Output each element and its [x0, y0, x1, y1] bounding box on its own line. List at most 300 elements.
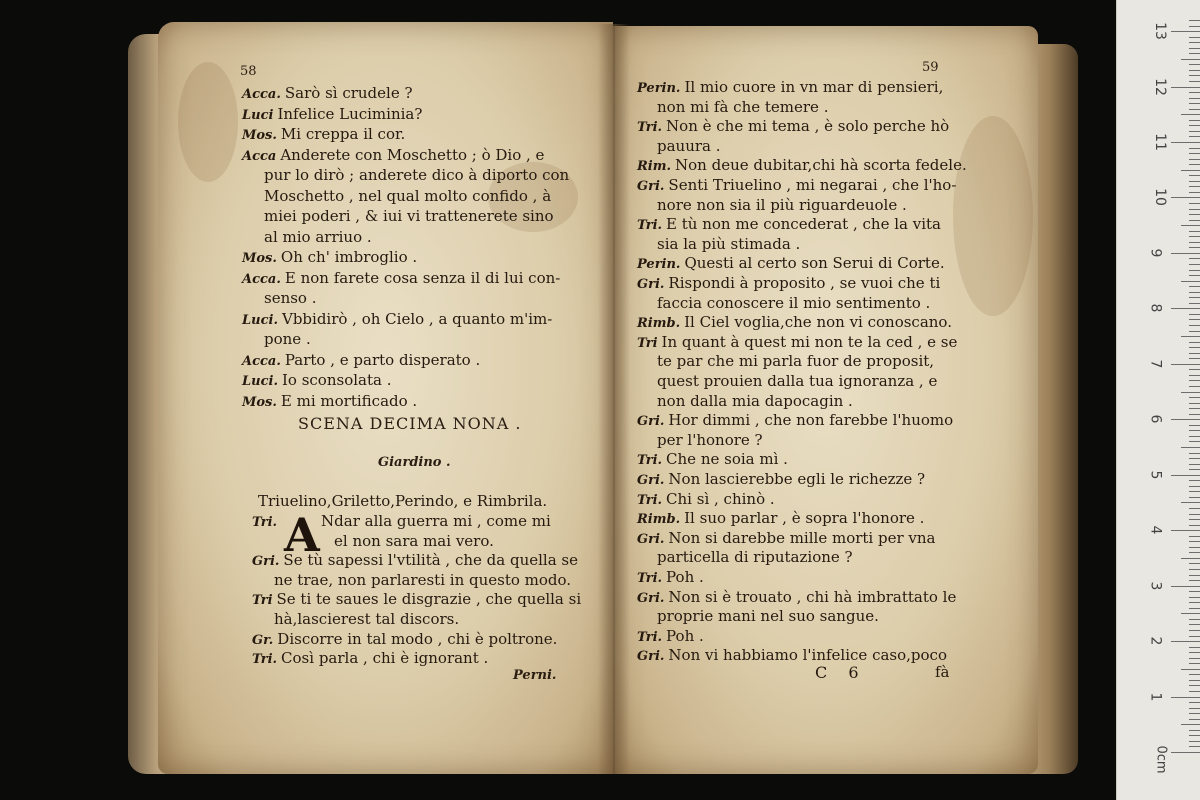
ruler-number: 13 [1151, 22, 1168, 40]
ruler-tick [1189, 663, 1200, 664]
text-line [242, 392, 417, 410]
ruler-tick [1189, 192, 1200, 193]
ruler-tick [1189, 630, 1200, 631]
speaker-label: Gri. [637, 414, 665, 430]
ruler-tick [1189, 525, 1200, 526]
ruler-tick [1189, 552, 1200, 553]
ruler-tick [1189, 275, 1200, 276]
ruler-tick [1171, 419, 1200, 420]
ruler-tick [1189, 292, 1200, 293]
ruler-tick [1189, 81, 1200, 82]
line-text: pone . [264, 330, 311, 348]
line-text: Moschetto , nel qual molto confido , à [264, 186, 552, 205]
ruler-tick [1189, 741, 1200, 742]
ruler-tick [1189, 541, 1200, 542]
ruler-tick [1189, 181, 1200, 182]
line-text: Non lascierebbe egli le richezze ? [668, 470, 926, 488]
ruler-tick [1189, 125, 1200, 126]
ruler-tick [1189, 486, 1200, 487]
ruler-tick [1189, 441, 1200, 442]
line-text: E mi mortificado . [280, 391, 418, 410]
ruler-tick [1189, 53, 1200, 54]
speaker-label: Acca. [242, 271, 281, 287]
ruler-tick [1171, 475, 1200, 476]
ruler-tick [1189, 702, 1200, 703]
ruler-tick [1189, 563, 1200, 564]
speaker-label: Luci. [242, 374, 278, 389]
ruler-tick [1189, 319, 1200, 320]
ruler-tick [1189, 480, 1200, 481]
ruler-tick [1181, 59, 1200, 60]
line-text: Che ne soia mì . [666, 450, 788, 469]
text-line [242, 310, 552, 328]
speaker-label: Gr. [252, 632, 274, 648]
ruler-tick [1171, 308, 1200, 309]
ruler-tick [1189, 591, 1200, 592]
speaker-label: Rimb. [637, 316, 681, 332]
ruler-tick [1189, 214, 1200, 215]
ruler-tick [1189, 159, 1200, 160]
speaker-label: Rim. [637, 159, 672, 175]
ruler-tick [1189, 691, 1200, 692]
text-line [264, 289, 317, 307]
line-text: Non si è trouato , chi hà imbrattato le [668, 587, 957, 606]
ruler-tick [1189, 103, 1200, 104]
speaker-label: Gri. [637, 473, 665, 488]
line-text: per l'honore ? [657, 430, 763, 449]
speaker-label: Perin. [637, 81, 681, 96]
text-line [637, 156, 967, 174]
text-line [274, 610, 459, 628]
line-text: pauura . [657, 136, 721, 155]
ruler-tick [1189, 580, 1200, 581]
ruler-unit-label: 0cm [1153, 745, 1169, 774]
ruler-tick [1189, 469, 1200, 470]
ruler-number: 2 [1147, 636, 1164, 646]
text-line [637, 215, 941, 233]
speaker-label: Tri [252, 593, 273, 609]
line-text: Il Ciel voglia,che non vi conoscano. [684, 313, 952, 332]
speaker-label: Luci. [242, 312, 278, 328]
text-line [242, 351, 480, 369]
ruler-tick [1189, 685, 1200, 686]
ruler-tick [1189, 624, 1200, 625]
line-text: Non vi habbiamo l'infelice caso,poco [668, 646, 947, 665]
line-text: te par che mi parla fuor de proposit, [657, 352, 935, 371]
text-line [657, 294, 930, 312]
ruler-tick [1171, 253, 1200, 254]
ruler-number: 10 [1151, 188, 1168, 207]
line-text: In quant à quest mi non te la ced , e se [661, 332, 958, 351]
ruler-tick [1189, 414, 1200, 415]
ruler-tick [1189, 436, 1200, 437]
text-line [637, 568, 704, 586]
speaker-label: Tri. [637, 571, 663, 586]
ruler-number: 8 [1147, 303, 1164, 313]
text-line [657, 372, 937, 390]
ruler-tick [1189, 75, 1200, 76]
line-text: Discorre in tal modo , chi è poltrone. [277, 629, 558, 648]
ruler-tick [1171, 364, 1200, 365]
ruler-tick [1189, 120, 1200, 121]
line-text: Il mio cuore in vn mar di pensieri, [684, 78, 944, 96]
line-text: Anderete con Moschetto ; ò Dio , e [280, 145, 545, 164]
text-line [657, 98, 828, 116]
line-text: E non farete cosa senza il di lui con- [284, 268, 561, 287]
ruler-tick [1181, 114, 1200, 115]
ruler-tick [1189, 380, 1200, 381]
ruler-tick [1181, 447, 1200, 448]
line-text: ne trae, non parlaresti in questo modo. [274, 570, 572, 589]
ruler-tick [1189, 286, 1200, 287]
ruler-tick [1189, 347, 1200, 348]
line-text: Così parla , chi è ignorant . [281, 649, 489, 668]
ruler-tick [1189, 270, 1200, 271]
ruler-tick [1189, 602, 1200, 603]
ruler-tick [1189, 314, 1200, 315]
text-line [264, 228, 372, 246]
text-line [242, 269, 560, 287]
ruler-tick [1181, 170, 1200, 171]
ruler-tick [1189, 131, 1200, 132]
ruler-tick [1171, 752, 1200, 753]
line-text: Hor dimmi , che non farebbe l'huomo [668, 411, 954, 430]
ruler-tick [1181, 669, 1200, 670]
ruler-tick [1189, 64, 1200, 65]
line-text: E tù non me concederat , che la vita [666, 215, 941, 234]
ruler-tick [1171, 142, 1200, 143]
ruler-tick [1189, 209, 1200, 210]
speaker-label: Tri. [637, 492, 663, 508]
ruler-number: 1 [1147, 692, 1164, 701]
ruler-tick [1189, 353, 1200, 354]
ruler-tick [1189, 92, 1200, 93]
ruler-tick [1189, 153, 1200, 154]
ruler-tick [1189, 203, 1200, 204]
ruler-tick [1189, 397, 1200, 398]
text-line [242, 248, 417, 266]
line-text: non mi fà che temere . [657, 97, 829, 116]
ruler-tick [1189, 458, 1200, 459]
speaker-label: Perin. [637, 257, 681, 273]
speaker-label: Tri. [637, 453, 663, 469]
ruler-tick [1189, 42, 1200, 43]
text-line [637, 450, 788, 468]
ruler-tick [1189, 608, 1200, 609]
text-line [242, 146, 544, 164]
text-line [252, 649, 488, 667]
line-text: Rispondi à proposito , se vuoi che ti [668, 274, 941, 292]
speaker-label: Gri. [637, 590, 665, 606]
line-text: Non deue dubitar,chi hà scorta fedele. [675, 156, 967, 175]
text-line [637, 274, 940, 292]
text-line [637, 117, 949, 135]
line-text: el non sara mai vero. [334, 531, 494, 550]
ruler-number: 3 [1147, 581, 1164, 591]
ruler-tick [1189, 98, 1200, 99]
ruler-tick [1189, 186, 1200, 187]
text-line [637, 509, 924, 527]
ruler-tick [1189, 386, 1200, 387]
ruler-tick [1189, 242, 1200, 243]
book-gutter [598, 24, 630, 774]
ruler-tick [1189, 236, 1200, 237]
ruler-tick [1189, 674, 1200, 675]
ruler-tick [1189, 491, 1200, 492]
ruler-number: 4 [1147, 525, 1164, 535]
line-text: faccia conoscere il mio sentimento . [657, 293, 931, 312]
ruler-tick [1189, 148, 1200, 149]
ruler-tick [1171, 197, 1200, 198]
ruler-tick [1189, 231, 1200, 232]
ruler-tick [1189, 136, 1200, 137]
speaker-label: Tri. [252, 515, 278, 530]
text-line [657, 431, 763, 449]
ruler-tick [1189, 619, 1200, 620]
text-line [242, 105, 422, 123]
ruler-tick [1189, 26, 1200, 27]
text-line [242, 84, 413, 102]
line-text: Poh . [666, 626, 704, 645]
line-text: Io sconsolata . [281, 371, 392, 389]
text-line [657, 235, 800, 253]
ruler-tick [1189, 325, 1200, 326]
ruler-tick [1189, 680, 1200, 681]
ruler-number: 9 [1147, 248, 1164, 258]
scene-title: SCENA DECIMA NONA . [298, 414, 522, 433]
text-line [657, 196, 907, 214]
speaker-label: Acca [242, 148, 277, 164]
ruler-tick [1189, 20, 1200, 21]
speaker-label: Rimb. [637, 512, 681, 528]
text-line [637, 470, 925, 488]
scene-setting: Giardino . [378, 455, 451, 470]
line-text: quest prouien dalla tua ignoranza , e [657, 372, 938, 390]
text-line [637, 646, 947, 664]
line-text: Sarò sì crudele ? [284, 84, 413, 102]
ruler-tick [1189, 713, 1200, 714]
left-page-number: 58 [240, 64, 257, 79]
line-text: proprie mani nel suo sangue. [657, 607, 879, 626]
speaker-label: Mos. [242, 251, 277, 266]
right-catchword: fà [935, 663, 950, 681]
character-list: Triuelino,Griletto,Perindo, e Rimbrila. [258, 492, 548, 510]
ruler-tick [1189, 547, 1200, 548]
text-line [637, 490, 775, 508]
line-text: nore non sia il più riguardeuole . [657, 195, 907, 214]
line-text: Oh ch' imbroglio . [280, 248, 418, 266]
line-text: Se ti te saues le disgrazie , che quella si [276, 590, 582, 609]
ruler-tick [1171, 697, 1200, 698]
text-line [637, 254, 945, 272]
line-text: Non è che mi tema , è solo perche hò [666, 117, 950, 136]
ruler-tick [1189, 636, 1200, 637]
ruler-tick [1189, 519, 1200, 520]
line-text: Ndar alla guerra mi , come mi [321, 512, 551, 530]
measurement-ruler [1116, 0, 1200, 800]
ruler-tick [1189, 652, 1200, 653]
ruler-tick [1181, 502, 1200, 503]
ruler-tick [1181, 225, 1200, 226]
text-line [637, 588, 956, 606]
speaker-label: Gri. [252, 554, 280, 570]
ruler-tick [1189, 453, 1200, 454]
speaker-label: Tri. [637, 218, 663, 234]
ruler-tick [1181, 392, 1200, 393]
line-text: Se tù sapessi l'vtilità , che da quella se [283, 551, 579, 570]
line-text: Vbbidirò , oh Cielo , a quanto m'im- [281, 309, 553, 328]
text-line [637, 627, 704, 645]
line-text: Infelice Luciminia? [277, 104, 423, 123]
text-line [274, 571, 571, 589]
ruler-tick [1189, 375, 1200, 376]
speaker-label: Gri. [637, 649, 665, 665]
ruler-tick [1189, 746, 1200, 747]
ruler-tick [1189, 735, 1200, 736]
ruler-number: 12 [1151, 77, 1168, 96]
text-line [252, 512, 551, 530]
line-text: senso . [264, 289, 317, 307]
ruler-tick [1189, 258, 1200, 259]
ruler-tick [1189, 342, 1200, 343]
text-line [252, 590, 581, 608]
text-line [637, 333, 957, 351]
ruler-tick [1189, 508, 1200, 509]
drop-cap: A [284, 508, 320, 562]
ruler-number: 5 [1147, 470, 1164, 480]
ruler-tick [1189, 730, 1200, 731]
line-text: sia la più stimada . [657, 234, 801, 253]
ruler-tick [1189, 658, 1200, 659]
text-line [657, 607, 879, 625]
line-text: Parto , e parto disperato . [284, 350, 481, 369]
line-text: Non si darebbe mille morti per vna [668, 528, 936, 547]
line-text: pur lo dirò ; anderete dico à diporto con [264, 166, 570, 184]
ruler-tick [1171, 641, 1200, 642]
ruler-tick [1189, 303, 1200, 304]
ruler-tick [1189, 430, 1200, 431]
text-line [242, 125, 405, 143]
left-catchword: Perni. [513, 668, 557, 683]
line-text: Mi creppa il cor. [280, 125, 406, 143]
text-line [657, 548, 853, 566]
ruler-tick [1189, 331, 1200, 332]
ruler-tick [1181, 613, 1200, 614]
ruler-tick [1189, 569, 1200, 570]
text-line [637, 529, 936, 547]
text-line [264, 187, 551, 205]
ruler-tick [1189, 464, 1200, 465]
text-line [657, 392, 853, 410]
ruler-tick [1181, 336, 1200, 337]
signature-mark: C 6 [815, 663, 867, 682]
ruler-tick [1189, 164, 1200, 165]
text-line [334, 532, 494, 550]
ruler-tick [1189, 109, 1200, 110]
ruler-tick [1189, 497, 1200, 498]
ruler-tick [1189, 514, 1200, 515]
line-text: Senti Triuelino , mi negarai , che l'ho- [668, 176, 957, 194]
ruler-tick [1171, 586, 1200, 587]
line-text: Chi sì , chinò . [666, 489, 775, 508]
line-text: particella di riputazione ? [657, 548, 853, 567]
line-text: Il suo parlar , è sopra l'honore . [684, 509, 925, 528]
ruler-tick [1189, 358, 1200, 359]
ruler-tick [1189, 264, 1200, 265]
ruler-tick [1189, 220, 1200, 221]
text-line [264, 207, 554, 225]
line-text: miei poderi , & iui vi trattenerete sino [264, 207, 554, 225]
speaker-label: Luci [242, 107, 274, 123]
ruler-tick [1171, 530, 1200, 531]
ruler-tick [1181, 724, 1200, 725]
line-text: Questi al certo son Serui di Corte. [684, 254, 945, 273]
speaker-label: Tri. [637, 629, 663, 645]
ruler-tick [1189, 247, 1200, 248]
text-line [264, 166, 569, 184]
ruler-tick [1181, 558, 1200, 559]
ruler-tick [1189, 408, 1200, 409]
line-text: Poh . [666, 568, 704, 586]
ruler-tick [1189, 719, 1200, 720]
line-text: al mio arriuo . [264, 227, 372, 246]
speaker-label: Mos. [242, 394, 277, 410]
ruler-tick [1189, 175, 1200, 176]
text-line [252, 551, 578, 569]
text-line [637, 176, 956, 194]
right-page-number: 59 [922, 60, 939, 75]
ruler-number: 6 [1147, 414, 1164, 424]
ruler-tick [1171, 31, 1200, 32]
speaker-label: Tri. [252, 652, 278, 668]
ruler-tick [1171, 87, 1200, 88]
line-text: non dalla mia dapocagin . [657, 391, 853, 410]
text-line [637, 411, 953, 429]
ruler-tick [1189, 536, 1200, 537]
ruler-tick [1189, 708, 1200, 709]
ruler-tick [1189, 48, 1200, 49]
text-line [264, 330, 311, 348]
ruler-tick [1189, 369, 1200, 370]
ruler-tick [1189, 575, 1200, 576]
speaker-label: Acca. [242, 353, 281, 369]
ruler-number: 11 [1151, 133, 1168, 151]
speaker-label: Acca. [242, 87, 281, 102]
ruler-tick [1189, 597, 1200, 598]
speaker-label: Gri. [637, 179, 665, 194]
ruler-tick [1189, 647, 1200, 648]
speaker-label: Tri [637, 335, 658, 351]
ruler-tick [1181, 281, 1200, 282]
speaker-label: Tri. [637, 120, 663, 136]
text-line [637, 78, 943, 96]
text-line [657, 137, 721, 155]
text-line [637, 313, 952, 331]
line-text: hà,lascierest tal discors. [274, 610, 460, 628]
ruler-tick [1189, 70, 1200, 71]
text-line [242, 371, 391, 389]
speaker-label: Gri. [637, 277, 665, 292]
ruler-tick [1189, 403, 1200, 404]
ruler-number: 7 [1147, 359, 1164, 369]
text-line [252, 630, 557, 648]
ruler-tick [1189, 297, 1200, 298]
ruler-tick [1189, 425, 1200, 426]
text-line [657, 352, 934, 370]
speaker-label: Gri. [637, 531, 665, 547]
speaker-label: Mos. [242, 128, 277, 143]
ruler-tick [1189, 37, 1200, 38]
